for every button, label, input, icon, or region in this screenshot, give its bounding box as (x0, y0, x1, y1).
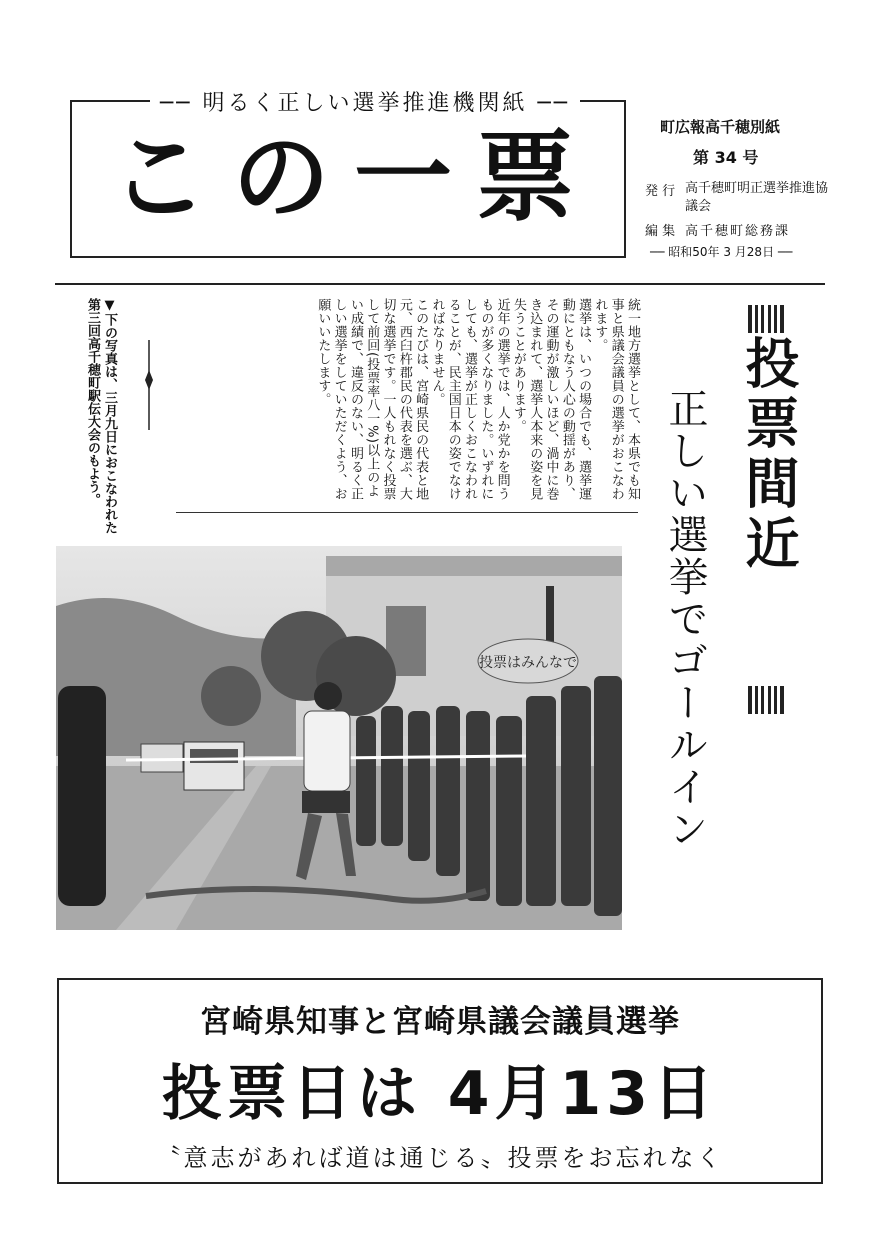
ornament-divider-icon (143, 340, 155, 430)
article-divider (176, 512, 638, 513)
article-paragraph: 選挙は、いつの場合でも、選挙運動にともなう人心の動揺があり、その運動が激しいほど、渦中に巻き込まれて、選挙人本来の姿を見失うことがあります。 (510, 298, 592, 501)
headline-sub: 正しい選挙でゴールイン (662, 388, 708, 850)
editor-name: 高千穂町総務課 (685, 224, 791, 239)
issue-number: 第 34 号 (693, 148, 759, 167)
relay-race-photo (56, 546, 622, 930)
banner-text: 投票はみんなで (479, 655, 577, 671)
election-name: 宮崎県知事と宮崎県議会議員選挙 (200, 1004, 680, 1040)
photo-caption: ▼下の写真は、三月九日におこなわれた第三回高千穂町駅伝大会のもよう。 (85, 298, 117, 534)
issue-series: 町広報高千穂別紙 (660, 118, 781, 136)
header-divider (55, 283, 825, 285)
article-paragraph: 統一地方選挙として、本県でも知事と県議会議員の選挙がおこなわれます。 (592, 298, 640, 501)
voting-slogan: 〝意志があれば道は通じる〟投票をお忘れなく (156, 1144, 724, 1172)
article-paragraph: このたびは、宮崎県民の代表と地元、西臼杵郡民の代表を選ぶ、大切な選挙です。一人もれなく投票して前回(投票率八一%)以上のよい成績で、違反のない、明るく正しい選挙をしていただくよう、お願いいたします。 (315, 298, 429, 501)
article-paragraph: 近年の選挙では、人か党かを問うものが多くなりました。いずれにしても、選挙が正しくおこなわれることが、民主国日本の姿でなければなりません。 (429, 298, 510, 501)
editor-label: 編 集 (645, 224, 676, 239)
masthead-tagline: ── 明るく正しい選挙推進機関紙 ── (150, 86, 580, 117)
headline-bars-icon (748, 305, 784, 333)
headline-main: 投票間近 (737, 335, 800, 575)
article-body (172, 298, 640, 506)
publisher-name: 高千穂町明正選挙推進協議会 (685, 181, 829, 214)
voting-date: 投票日は 4月13日 (161, 1059, 719, 1129)
issue-date: ── 昭和50年 3 月28日 ── (650, 245, 793, 259)
headline-bars-icon (748, 686, 784, 714)
newsletter-title: この一票 (110, 120, 599, 235)
publisher-label: 発 行 (645, 184, 676, 199)
